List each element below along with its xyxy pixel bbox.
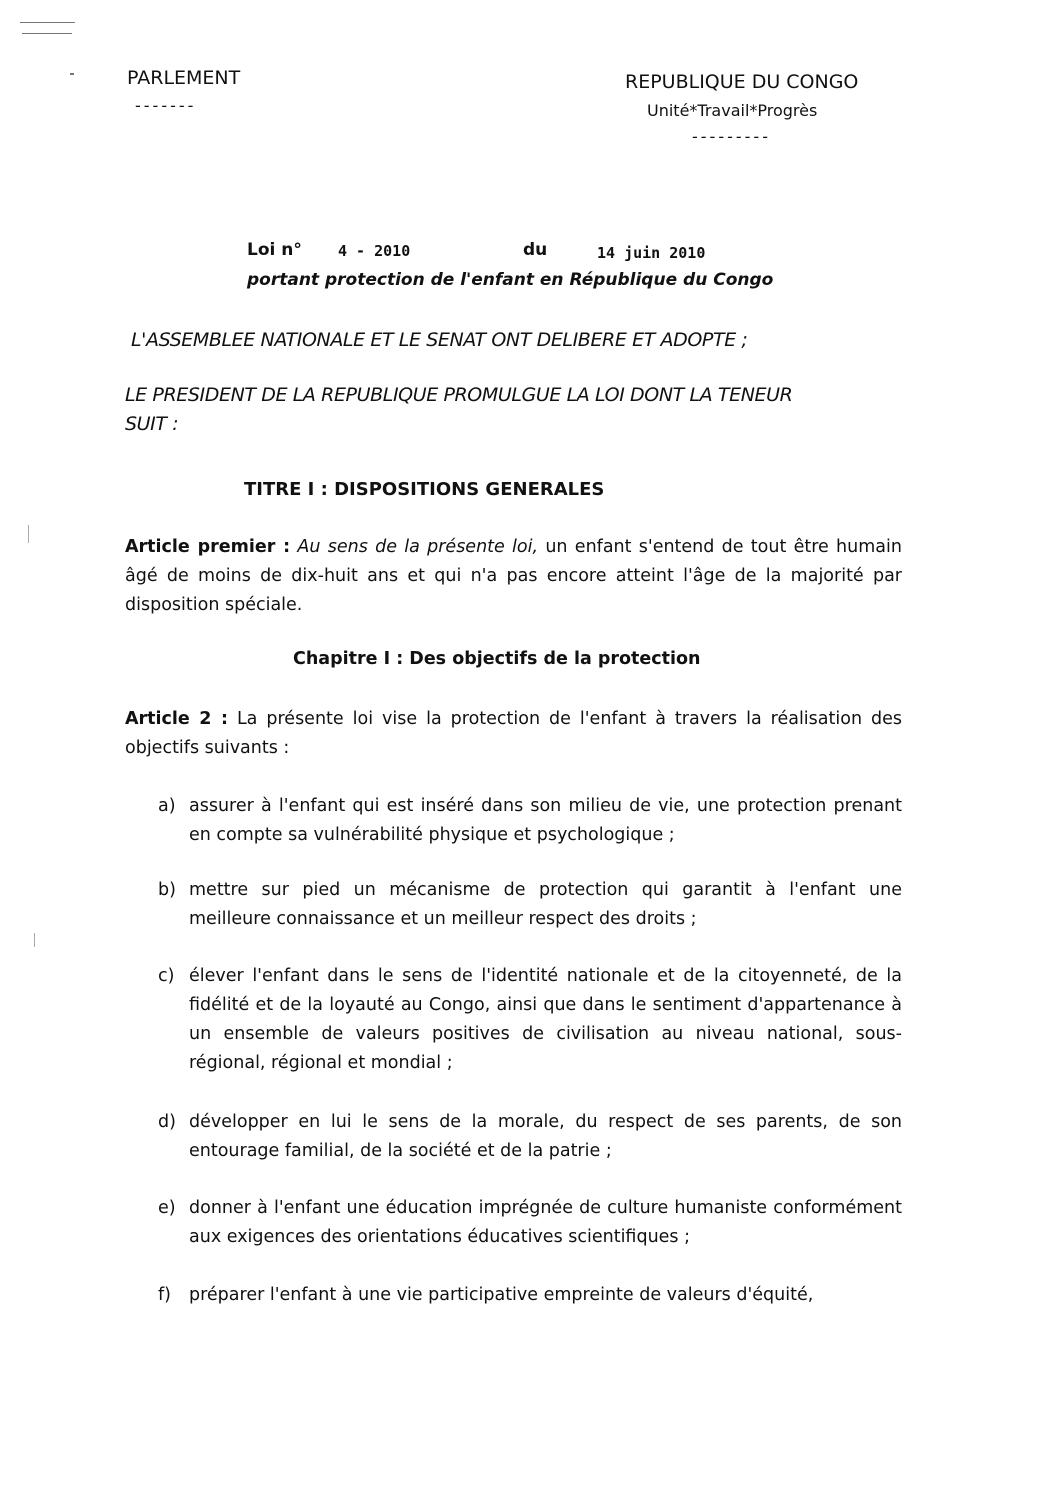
article-premier-label: Article premier : — [125, 537, 291, 557]
president-declaration-line2: SUIT : — [125, 413, 179, 435]
list-item-letter: f) — [158, 1285, 171, 1305]
list-item-letter: d) — [158, 1112, 176, 1132]
list-item — [158, 1108, 902, 1168]
list-item-letter: b) — [158, 880, 176, 900]
law-prefix: Loi n° — [247, 240, 302, 260]
list-item-letter: e) — [158, 1198, 176, 1218]
scan-mark — [70, 73, 74, 75]
list-item-letter: c) — [158, 966, 175, 986]
president-declaration-line1: LE PRESIDENT DE LA REPUBLIQUE PROMULGUE LA LOI DONT LA TENEUR — [125, 384, 793, 406]
article-2-label: Article 2 : — [125, 709, 228, 729]
list-item — [158, 1281, 902, 1311]
titre-heading: TITRE I : DISPOSITIONS GENERALES — [244, 479, 605, 500]
list-item-text: assurer à l'enfant qui est inséré dans son milieu de vie, une protection prenant en compte sa vulnérabilité physique et psychologique ; — [189, 796, 902, 845]
list-item-text: élever l'enfant dans le sens de l'identité nationale et de la citoyenneté, de la fidélité et de la loyauté au Congo, ainsi que dans le sentiment d'appartenance à un ensemble de valeurs positives de civilisation au niveau national, sous-régional, régional et mondial ; — [189, 966, 902, 1073]
list-item — [158, 962, 902, 1082]
article-premier-text: un enfant s'entend de tout être humain âgé de moins de dix-huit ans et qui n'a pas encore atteint l'âge de la majorité par disposition spéciale. — [125, 537, 902, 615]
republic-title: REPUBLIQUE DU CONGO — [625, 71, 859, 93]
law-du: du — [523, 240, 548, 260]
list-item — [158, 792, 902, 852]
article-2-text: La présente loi vise la protection de l'enfant à travers la réalisation des objectifs suivants : — [125, 709, 902, 758]
republic-motto: Unité*Travail*Progrès — [647, 101, 818, 120]
list-item-text: mettre sur pied un mécanisme de protection qui garantit à l'enfant une meilleure connaissance et un meilleur respect des droits ; — [189, 880, 902, 929]
list-item-text: préparer l'enfant à une vie participative empreinte de valeurs d'équité, — [189, 1285, 814, 1305]
scan-mark — [22, 33, 72, 34]
law-number: 4 - 2010 — [338, 242, 411, 260]
scan-mark — [34, 933, 35, 947]
article-2 — [125, 705, 902, 763]
law-subject: portant protection de l'enfant en République du Congo — [247, 270, 774, 290]
republic-dashes: --------- — [692, 127, 771, 146]
scan-mark — [28, 525, 29, 543]
assembly-declaration: L'ASSEMBLEE NATIONALE ET LE SENAT ONT DELIBERE ET ADOPTE ; — [131, 329, 748, 351]
parlement-label: PARLEMENT — [127, 67, 241, 89]
list-item-text: donner à l'enfant une éducation imprégnée de culture humaniste conformément aux exigences des orientations éducatives scientifiques ; — [189, 1198, 902, 1247]
list-item — [158, 1194, 902, 1254]
article-premier — [125, 533, 902, 620]
law-date: 14 juin 2010 — [597, 244, 706, 262]
chapitre-heading: Chapitre I : Des objectifs de la protection — [293, 649, 701, 669]
list-item — [158, 876, 902, 936]
list-item-letter: a) — [158, 796, 176, 816]
article-premier-italic: Au sens de la présente loi, — [297, 537, 539, 557]
list-item-text: développer en lui le sens de la morale, du respect de ses parents, de son entourage familial, de la société et de la patrie ; — [189, 1112, 902, 1161]
parlement-dashes: ------- — [135, 96, 197, 115]
scan-mark — [20, 22, 75, 23]
